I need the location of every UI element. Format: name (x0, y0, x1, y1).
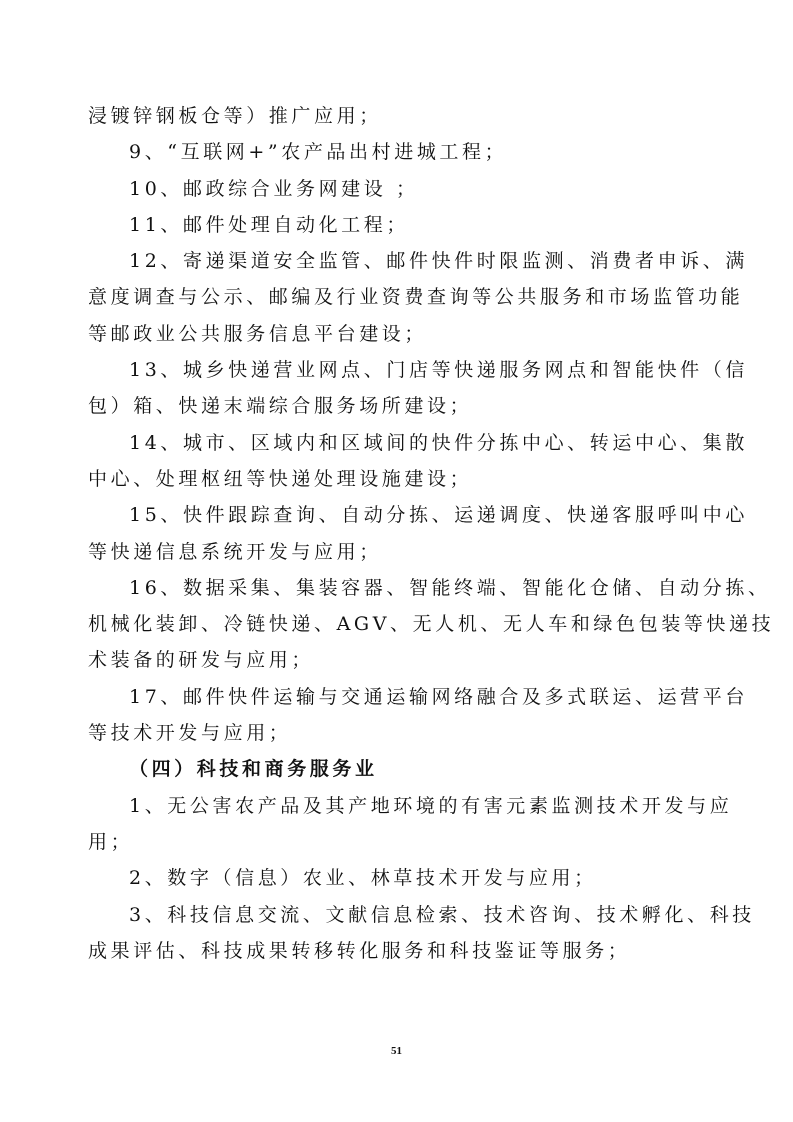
text-line: 浸镀锌钢板仓等）推广应用； (88, 105, 382, 127)
list-item-15: 15、快件跟踪查询、自动分拣、运递调度、快递客服呼叫中心 (129, 504, 748, 527)
list-item-14: 14、城市、区域内和区域间的快件分拣中心、转运中心、集散 (129, 431, 748, 454)
text-line: 成果评估、科技成果转移转化服务和科技鉴证等服务； (88, 939, 631, 962)
text-line: 机械化装卸、冷链快递、AGV、无人机、无人车和绿色包装等快递技 (88, 613, 775, 636)
text-line: 用； (88, 830, 134, 853)
list-item-12: 12、寄递渠道安全监管、邮件快件时限监测、消费者申诉、满 (129, 250, 748, 273)
text-line: 术装备的研发与应用； (88, 649, 315, 672)
page-number: 51 (391, 1045, 402, 1057)
list-item-13: 13、城乡快递营业网点、门店等快递服务网点和智能快件（信 (129, 359, 748, 382)
text-line: 等邮政业公共服务信息平台建设； (88, 322, 428, 345)
body-text (88, 98, 775, 969)
text-line: 等技术开发与应用； (88, 722, 292, 745)
text-line: 等快递信息系统开发与应用； (88, 540, 382, 563)
text-line: 包）箱、快递末端综合服务场所建设； (88, 395, 473, 418)
list-item-9: 9、“互联网+”农产品出村进城工程； (129, 141, 508, 164)
list-item-1: 1、无公害农产品及其产地环境的有害元素监测技术开发与应 (129, 794, 733, 817)
list-item-16: 16、数据采集、集装容器、智能终端、智能化仓储、自动分拣、 (129, 576, 771, 599)
text-line: 意度调查与公示、邮编及行业资费查询等公共服务和市场监管功能 (88, 286, 744, 309)
list-item-10: 10、邮政综合业务网建设 ； (129, 177, 419, 200)
text-line: 中心、处理枢纽等快递处理设施建设； (88, 467, 473, 490)
section-heading: （四）科技和商务服务业 (129, 758, 378, 781)
list-item-17: 17、邮件快件运输与交通运输网络融合及多式联运、运营平台 (129, 685, 748, 708)
list-item-2: 2、数字（信息）农业、林草技术开发与应用； (129, 867, 597, 890)
list-item-3: 3、科技信息交流、文献信息检索、技术咨询、技术孵化、科技 (129, 903, 755, 926)
list-item-11: 11、邮件处理自动化工程； (129, 213, 409, 236)
